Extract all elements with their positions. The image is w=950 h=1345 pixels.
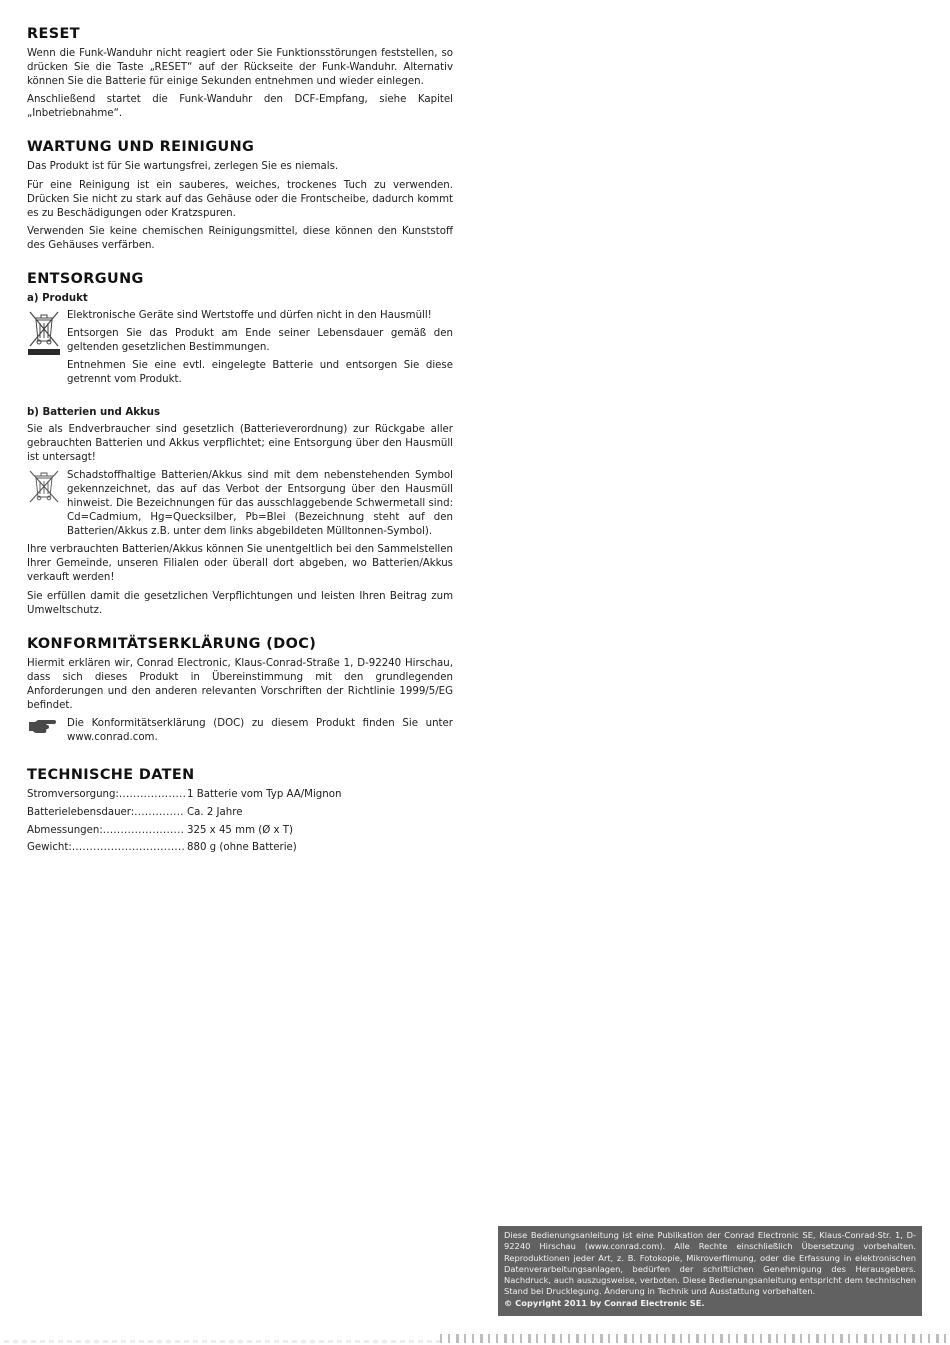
print-marks-strip	[0, 1330, 950, 1345]
section-technische-daten	[27, 767, 453, 855]
produkt-paragraph-3: Entnehmen Sie eine evtl. eingelegte Batterie und entsorgen Sie diese getrennt vom Produkt.	[67, 360, 453, 386]
subheading-produkt: a) Produkt	[27, 293, 88, 305]
konformitaet-paragraph-1: Hiermit erklären wir, Conrad Electronic, Klaus-Conrad-Straße 1, D-92240 Hirschau, dass sich dieses Produkt in Übereinstimmung mit den grundlegenden Anforderungen und den anderen relevanten Vorschriften der Richtlinie 1999/5/EG befindet.	[27, 657, 453, 711]
crossed-bin-battery-icon	[27, 469, 67, 510]
heading-technische-daten: TECHNISCHE DATEN	[27, 767, 195, 784]
batterien-disposal-block	[27, 469, 453, 543]
batterien-paragraph-1: Sie als Endverbraucher sind gesetzlich (Batterieverordnung) zur Rückgabe aller gebrauchten Batterien und Akkus verpflichtet; eine Entsorgung über den Hausmüll ist untersagt!	[27, 423, 453, 463]
heading-entsorgung: ENTSORGUNG	[27, 271, 144, 288]
heading-wartung: WARTUNG UND REINIGUNG	[27, 139, 255, 156]
konformitaet-note	[27, 717, 453, 749]
crossed-bin-icon	[27, 309, 67, 362]
heading-konformitaet: KONFORMITÄTSERKLÄRUNG (DOC)	[27, 635, 317, 652]
konformitaet-paragraph-2: Die Konformitätserklärung (DOC) zu diesem Produkt finden Sie unter www.conrad.com.	[67, 718, 453, 744]
batterien-paragraph-3: Ihre verbrauchten Batterien/Akkus können Sie unentgeltlich bei den Sammelstellen Ihrer Gemeinde, unseren Filialen oder überall dort abgeben, wo Batterien/Akkus verkauft werden!	[27, 544, 453, 584]
spec-label: Gewicht: .....	[27, 841, 185, 855]
spec-row	[27, 824, 453, 838]
spec-row	[27, 788, 453, 802]
spec-row	[27, 841, 453, 855]
spec-row	[27, 806, 453, 820]
section-reset	[27, 26, 453, 121]
spec-value: 1 Batterie vom Typ AA/Mignon	[187, 789, 342, 801]
heading-reset: RESET	[27, 26, 80, 42]
wartung-paragraph-3: Verwenden Sie keine chemischen Reinigungsmittel, diese können den Kunststoff des Gehäuses verfärben.	[27, 225, 453, 251]
spec-value: Ca. 2 Jahre	[187, 806, 243, 818]
batterien-paragraph-4: Sie erfüllen damit die gesetzlichen Verpflichtungen und leisten Ihren Beitrag zum Umweltschutz.	[27, 590, 453, 616]
imprint-text: Diese Bedienungsanleitung ist eine Publikation der Conrad Electronic SE, Klaus-Conrad-Str. 1, D-92240 Hirschau (www.conrad.com). Alle Rechte einschließlich Übersetzung vorbehalten. Reproduktionen jeder Art, z. B. Fotokopie, Mikroverfilmung, oder die Erfassung in elektronischen Datenverarbeitungsanlagen, bedürfen der schriftlichen Genehmigung des Herausgebers. Nachdruck, auch auszugsweise, verboten. Diese Bedienungsanleitung entspricht dem technischen Stand bei Drucklegung. Änderung in Technik und Ausstattung vorbehalten.	[504, 1230, 916, 1297]
section-entsorgung	[27, 271, 453, 618]
imprint-box	[498, 1226, 922, 1316]
copyright-line: © Copyright 2011 by Conrad Electronic SE.	[504, 1297, 705, 1308]
reset-paragraph-1: Wenn die Funk-Wanduhr nicht reagiert oder Sie Funktionsstörungen feststellen, so drücken Sie die Taste „RESET“ auf der Rückseite der Funk-Wanduhr. Alternativ können Sie die Batterie für einige Sekunden entnehmen und wieder einlegen.	[27, 48, 453, 88]
produkt-disposal-block	[27, 309, 453, 391]
produkt-paragraph-2: Entsorgen Sie das Produkt am Ende seiner Lebensdauer gemäß den geltenden gesetzlichen Bestimmungen.	[67, 328, 453, 354]
produkt-paragraph-1: Elektronische Geräte sind Wertstoffe und dürfen nicht in den Hausmüll!	[67, 310, 432, 322]
spec-value: 325 x 45 mm (Ø x T)	[187, 824, 293, 836]
spec-label: Abmessungen: .....	[27, 824, 185, 838]
content-column	[27, 26, 453, 873]
section-konformitaet	[27, 636, 453, 750]
spec-label: Stromversorgung: .....	[27, 788, 185, 802]
batterien-paragraph-2: Schadstoffhaltige Batterien/Akkus sind mit dem nebenstehenden Symbol gekennzeichnet, das auf das Verbot der Entsorgung über den Hausmüll hinweist. Die Bezeichnungen für das ausschlaggebende Schwermetall sind: Cd=Cadmium, Hg=Quecksilber, Pb=Blei (Bezeichnung steht auf den Batterien/Akkus z.B. unter dem links abgebildeten Mülltonnen-Symbol).	[67, 469, 453, 538]
spec-value: 880 g (ohne Batterie)	[187, 842, 297, 854]
spec-label: Batterielebensdauer: .....	[27, 806, 185, 820]
section-wartung	[27, 139, 453, 253]
wartung-paragraph-2: Für eine Reinigung ist ein sauberes, weiches, trockenes Tuch zu verwenden. Drücken Sie nicht zu stark auf das Gehäuse oder die Frontscheibe, dadurch kommt es zu Beschädigungen oder Kratzspuren.	[27, 179, 453, 219]
subheading-batterien: b) Batterien und Akkus	[27, 406, 161, 418]
wartung-paragraph-1: Das Produkt ist für Sie wartungsfrei, zerlegen Sie es niemals.	[27, 161, 339, 173]
pointing-hand-icon	[27, 717, 67, 740]
reset-paragraph-2: Anschließend startet die Funk-Wanduhr den DCF-Empfang, siehe Kapitel „Inbetriebnahme“.	[27, 94, 453, 120]
